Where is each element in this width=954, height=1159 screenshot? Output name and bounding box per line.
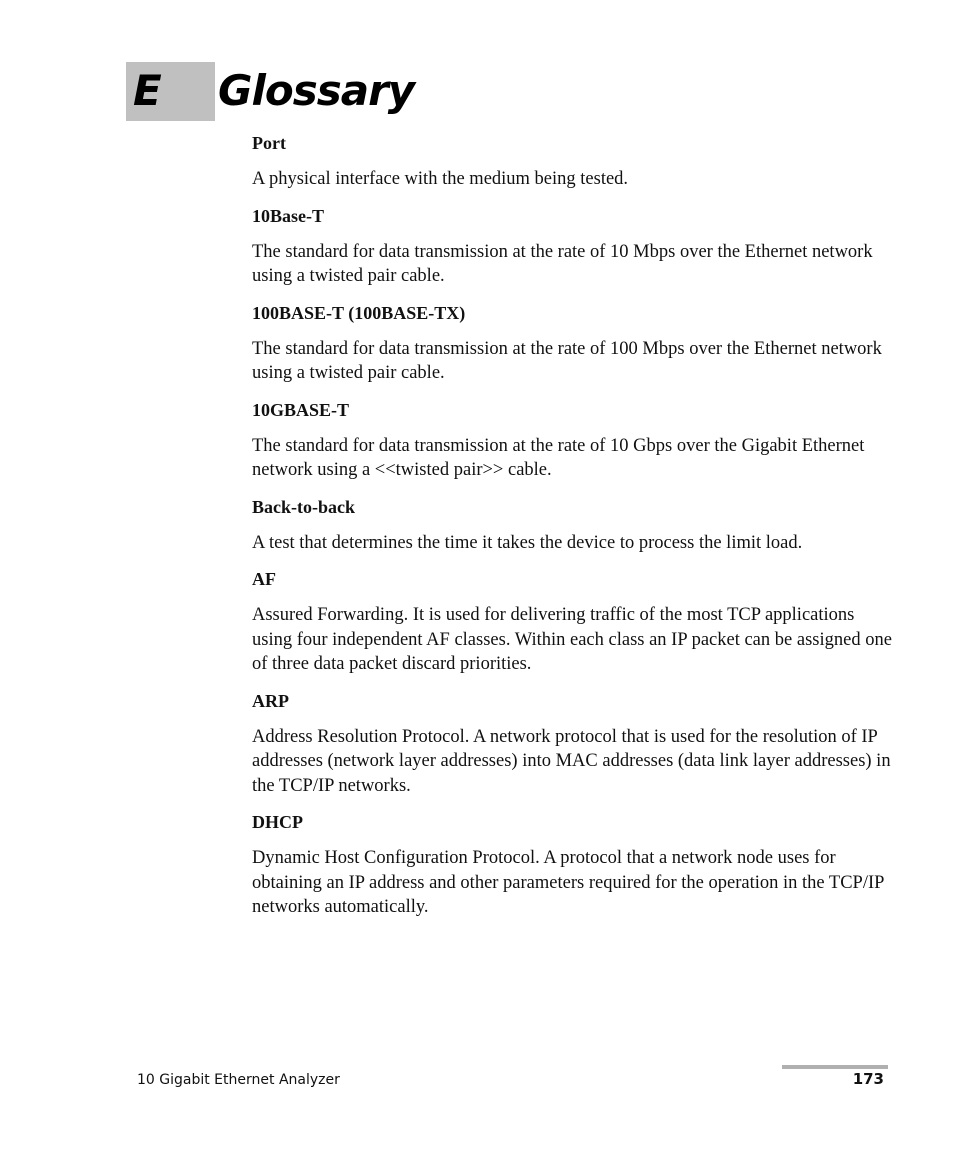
glossary-definition: Dynamic Host Configuration Protocol. A protocol that a network node uses for obtaining an IP address and other parameters required for the operation in the TCP/IP networks automatically.: [252, 848, 884, 917]
glossary-term: DHCP: [252, 812, 303, 832]
footer-product-name: 10 Gigabit Ethernet Analyzer: [137, 1072, 340, 1088]
glossary-definition: A test that determines the time it takes the device to process the limit load.: [252, 532, 803, 553]
page-title: Glossary: [218, 66, 415, 115]
glossary-term: Back-to-back: [252, 496, 355, 517]
chapter-letter: E: [133, 66, 162, 115]
glossary-term: AF: [252, 569, 276, 589]
glossary-term: ARP: [252, 690, 289, 711]
glossary-definition: A physical interface with the medium being tested.: [252, 169, 629, 189]
glossary-term: 10GBASE-T: [252, 399, 350, 420]
page-number: 173: [852, 1070, 884, 1088]
glossary-term: Port: [252, 133, 286, 153]
glossary-list: [252, 131, 892, 932]
glossary-definition: Address Resolution Protocol. A network protocol that is used for the resolution of IP addresses (network layer addresses) into MAC addresses (data link layer addresses) in the TCP/IP networks.: [252, 726, 891, 796]
glossary-term: 100BASE-T (100BASE-TX): [252, 302, 466, 323]
glossary-definition: The standard for data transmission at the rate of 10 Mbps over the Ethernet network using a twisted pair cable.: [252, 241, 873, 286]
footer-divider: [782, 1065, 888, 1069]
glossary-definition: Assured Forwarding. It is used for delivering traffic of the most TCP applications using four independent AF classes. Within each class an IP packet can be assigned one of three data packet discard priorities.: [252, 605, 892, 674]
glossary-definition: The standard for data transmission at the rate of 100 Mbps over the Ethernet network using a twisted pair cable.: [252, 338, 882, 383]
glossary-term: 10Base-T: [252, 205, 324, 226]
glossary-definition: The standard for data transmission at the rate of 10 Gbps over the Gigabit Ethernet network using a <<twisted pair>> cable.: [252, 435, 865, 480]
